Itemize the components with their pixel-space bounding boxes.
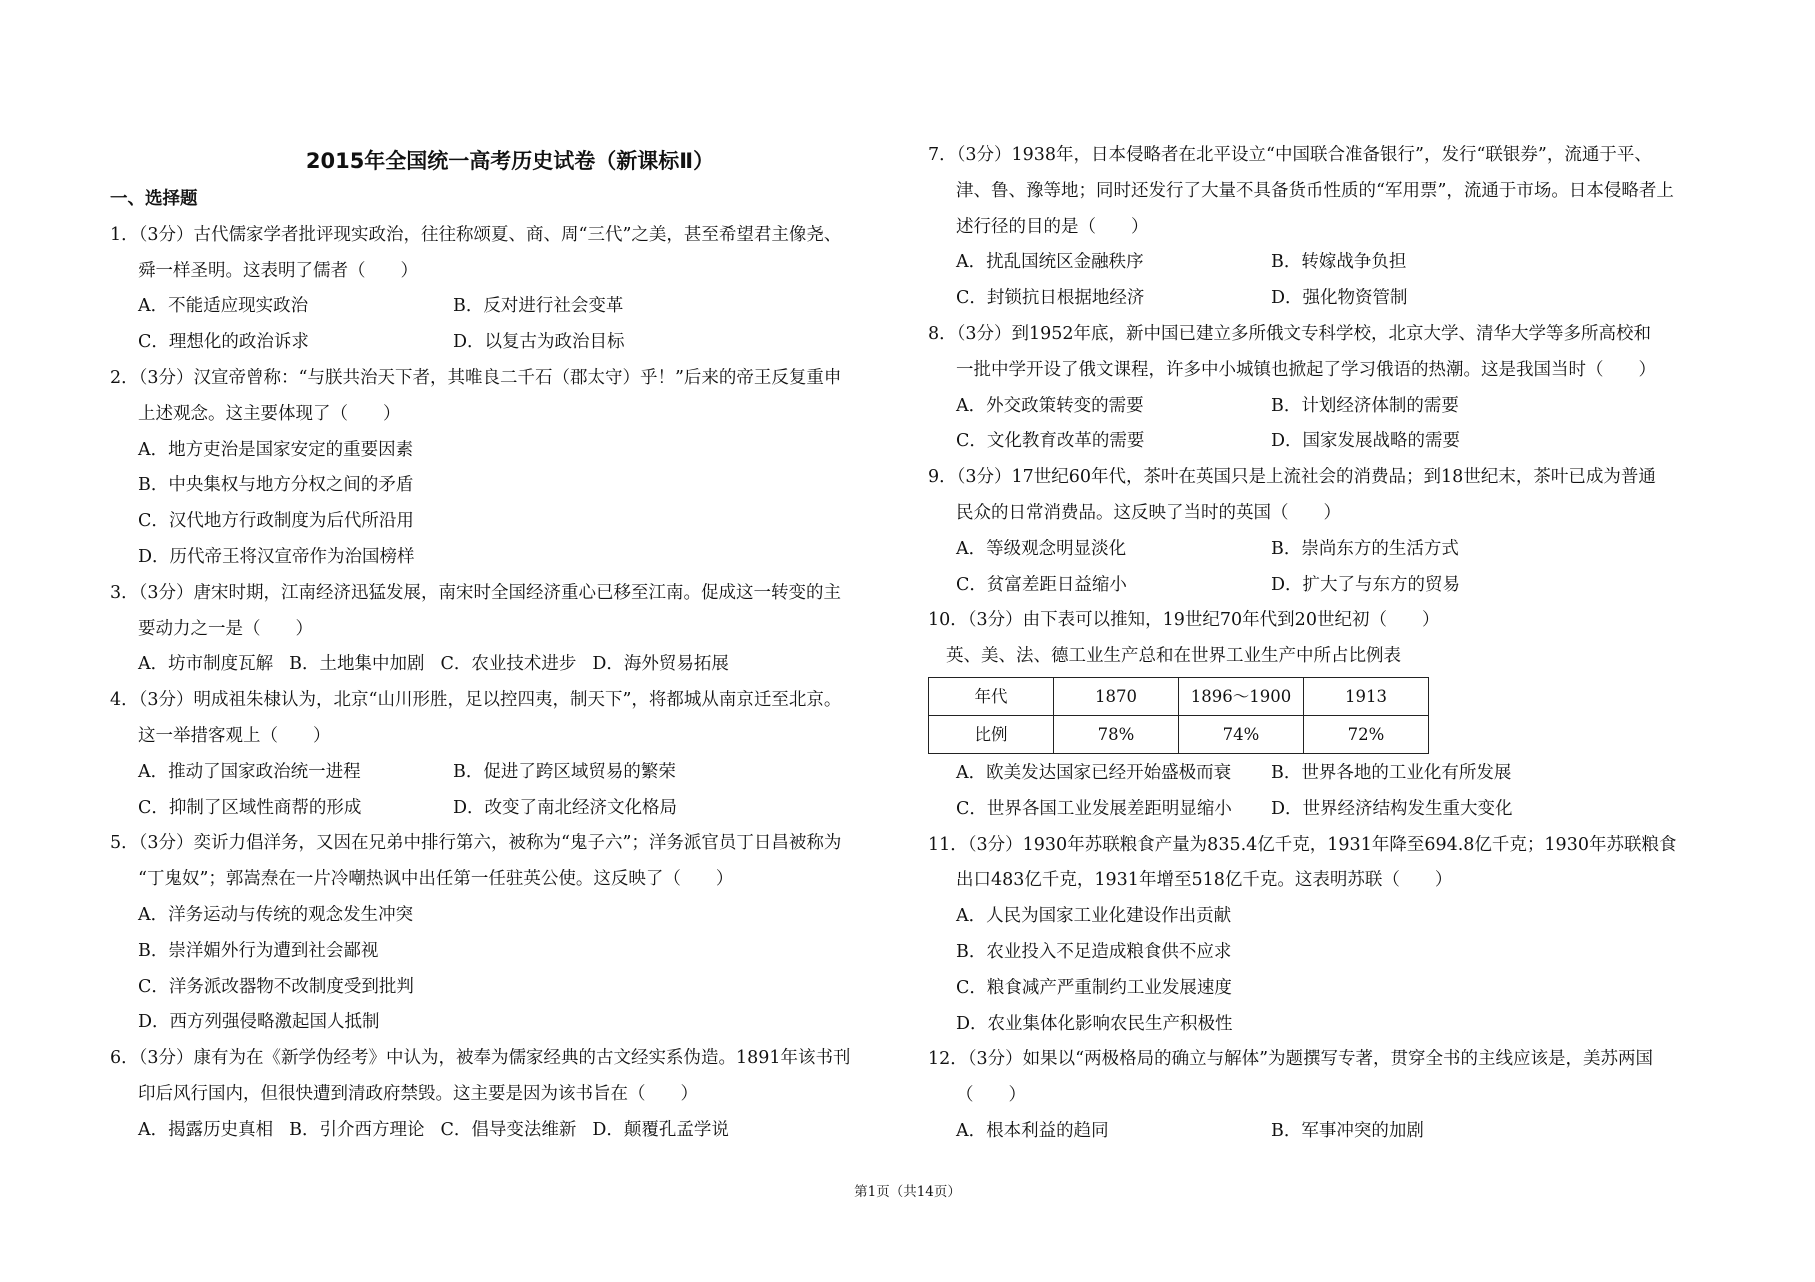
option-c[interactable]: C．世界各国工业发展差距明显缩小 — [956, 798, 1232, 819]
option-a[interactable]: A．根本利益的趋同 — [956, 1120, 1109, 1141]
page-title: 2015年全国统一高考历史试卷（新课标Ⅱ） — [305, 149, 715, 173]
option-b[interactable]: B．军事冲突的加剧 — [1271, 1120, 1424, 1141]
section-heading: 一、选择题 — [110, 189, 198, 209]
question-stem: 3．（3分）唐宋时期，江南经济迅猛发展，南宋时全国经济重心已移至江南。促成这一转变的主 — [110, 582, 842, 603]
option-row — [138, 755, 910, 791]
option-a[interactable]: A．人民为国家工业化建设作出贡献 — [956, 906, 1232, 927]
question-10 — [928, 603, 1718, 827]
option-d[interactable]: D．以复古为政治目标 — [453, 332, 625, 353]
question-item — [110, 218, 910, 361]
question-stem-continued: 一批中学开设了俄文课程，许多中小城镇也掀起了学习俄语的热潮。这是我国当时（ ） — [956, 359, 1656, 380]
question-stem-continued: 出口483亿千克，1931年增至518亿千克。这表明苏联（ ） — [956, 870, 1453, 891]
question-stem: 9．（3分）17世纪60年代，茶叶在英国只是上流社会的消费品；到18世纪末，茶叶已成为普通 — [928, 467, 1656, 488]
table-cell: 78% — [1054, 715, 1179, 753]
left-column — [110, 140, 910, 1149]
page-footer: 第1页（共14页） — [854, 1184, 961, 1200]
option-a[interactable]: A．揭露历史真相 — [138, 1119, 274, 1140]
option-group — [928, 1114, 1718, 1150]
option-c[interactable]: C．贫富差距日益缩小 — [956, 574, 1127, 595]
option-row — [138, 1113, 910, 1149]
question-stem: 1．（3分）古代儒家学者批评现实政治，往往称颂夏、商、周“三代”之美，甚至希望君主像尧、 — [110, 224, 842, 245]
option-group — [110, 755, 910, 827]
question-stem: 4．（3分）明成祖朱棣认为，北京“山川形胜，足以控四夷，制天下”，将都城从南京迁至北京。 — [110, 690, 842, 711]
table-row — [929, 715, 1429, 753]
option-group — [928, 245, 1718, 317]
option-a[interactable]: A．等级观念明显淡化 — [956, 538, 1127, 559]
question-stem: 12．（3分）如果以“两极格局的确立与解体”为题撰写专著，贯穿全书的主线应该是，美苏两国 — [928, 1049, 1654, 1070]
question-item — [928, 138, 1718, 317]
ratio-table — [928, 677, 1429, 754]
question-item — [928, 317, 1718, 460]
question-stem-continued: 舜一样圣明。这表明了儒者（ ） — [138, 260, 418, 281]
option-c[interactable]: C．理想化的政治诉求 — [138, 332, 309, 353]
option-c[interactable]: C．汉代地方行政制度为后代所沿用 — [138, 511, 414, 532]
question-stem-continued: 要动力之一是（ ） — [138, 618, 313, 639]
table-row — [929, 677, 1429, 715]
question-stem: 8．（3分）到1952年底，新中国已建立多所俄文专科学校，北京大学、清华大学等多所高校和 — [928, 323, 1652, 344]
option-group — [928, 899, 1718, 1042]
option-row — [956, 1114, 1718, 1150]
option-d[interactable]: D．扩大了与东方的贸易 — [1271, 574, 1461, 595]
question-stem-continued: 民众的日常消费品。这反映了当时的英国（ ） — [956, 502, 1341, 523]
question-11 — [928, 828, 1718, 1043]
option-b[interactable]: B．中央集权与地方分权之间的矛盾 — [138, 475, 414, 496]
option-group — [110, 1113, 910, 1149]
option-row — [956, 532, 1718, 568]
option-a[interactable]: A．欧美发达国家已经开始盛极而衰 — [956, 762, 1232, 783]
option-b[interactable]: B．引介西方理论 — [289, 1119, 425, 1140]
question-stem-continued: 津、鲁、豫等地；同时还发行了大量不具备货币性质的“军用票”，流通于市场。日本侵略者上 — [956, 180, 1674, 201]
right-question-list — [928, 138, 1718, 603]
option-group — [928, 389, 1718, 461]
question-stem-continued: （ ） — [956, 1085, 1026, 1106]
option-row — [138, 325, 910, 361]
option-d[interactable]: D．西方列强侵略激起国人抵制 — [138, 1012, 380, 1033]
option-a[interactable]: A．坊市制度瓦解 — [138, 654, 274, 675]
option-d[interactable]: D．历代帝王将汉宣帝作为治国榜样 — [138, 546, 415, 567]
option-row — [956, 756, 1718, 792]
question-stem-continued: 印后风行国内，但很快遭到清政府禁毁。这主要是因为该书旨在（ ） — [138, 1083, 698, 1104]
option-c[interactable]: C．洋务派改器物不改制度受到批判 — [138, 976, 414, 997]
option-c[interactable]: C．文化教育改革的需要 — [956, 431, 1145, 452]
option-a[interactable]: A．推动了国家政治统一进程 — [138, 761, 361, 782]
question-item — [110, 361, 910, 576]
option-b[interactable]: B．计划经济体制的需要 — [1271, 395, 1459, 416]
question-stem-continued: “丁鬼奴”；郭嵩焘在一片冷嘲热讽中出任第一任驻英公使。这反映了（ ） — [138, 869, 734, 890]
option-c[interactable]: C．农业技术进步 — [440, 654, 577, 675]
option-row — [956, 792, 1718, 828]
question-stem: 7．（3分）1938年，日本侵略者在北平设立“中国联合准备银行”，发行“联银券”，流通于平、 — [928, 145, 1652, 165]
option-a[interactable]: A．不能适应现实政治 — [138, 296, 309, 317]
option-c[interactable]: C．粮食减产严重制约工业发展速度 — [956, 977, 1232, 998]
question-item — [928, 460, 1718, 603]
option-b[interactable]: B．促进了跨区域贸易的繁荣 — [453, 761, 676, 782]
question-stem: 11．（3分）1930年苏联粮食产量为835.4亿千克，1931年降至694.8亿千克；1930年苏联粮食 — [928, 834, 1677, 855]
question-item — [110, 683, 910, 826]
option-row — [956, 389, 1718, 425]
option-d[interactable]: D．世界经济结构发生重大变化 — [1271, 798, 1513, 819]
option-a[interactable]: A．洋务运动与传统的观念发生冲突 — [138, 904, 414, 925]
table-caption: 英、美、法、德工业生产总和在世界工业生产中所占比例表 — [946, 646, 1401, 667]
option-c[interactable]: C．抑制了区域性商帮的形成 — [138, 797, 362, 818]
option-d[interactable]: D．海外贸易拓展 — [592, 654, 729, 675]
question-stem: 10．（3分）由下表可以推知，19世纪70年代到20世纪初（ ） — [928, 610, 1440, 631]
option-group — [110, 647, 910, 683]
option-row — [956, 245, 1718, 281]
option-d[interactable]: D．强化物资管制 — [1271, 288, 1408, 309]
question-stem: 6．（3分）康有为在《新学伪经考》中认为，被奉为儒家经典的古文经实系伪造。1891年该书刊 — [110, 1048, 851, 1069]
option-a[interactable]: A．扰乱国统区金融秩序 — [956, 252, 1144, 273]
left-question-list — [110, 218, 910, 1149]
option-a[interactable]: A．外交政策转变的需要 — [956, 395, 1144, 416]
table-cell: 74% — [1179, 715, 1304, 753]
option-group — [110, 898, 910, 1041]
option-a[interactable]: A．地方吏治是国家安定的重要因素 — [138, 439, 414, 460]
option-group — [928, 532, 1718, 604]
table-cell: 1913 — [1304, 677, 1429, 715]
question-stem: 5．（3分）奕䜣力倡洋务，又因在兄弟中排行第六，被称为“鬼子六”；洋务派官员丁日昌被称为 — [110, 833, 842, 854]
option-c[interactable]: C．倡导变法维新 — [440, 1119, 577, 1140]
option-d[interactable]: D．颠覆孔孟学说 — [592, 1119, 729, 1140]
option-group — [110, 433, 910, 576]
option-b[interactable]: B．土地集中加剧 — [289, 654, 425, 675]
table-cell: 72% — [1304, 715, 1429, 753]
table-cell: 1896～1900 — [1179, 677, 1304, 715]
question-item — [110, 826, 910, 1041]
question-stem: 2．（3分）汉宣帝曾称：“与朕共治天下者，其唯良二千石（郡太守）乎！”后来的帝王反复重申 — [110, 367, 842, 388]
option-d[interactable]: D．农业集体化影响农民生产积极性 — [956, 1013, 1233, 1034]
option-row — [956, 568, 1718, 604]
right-column — [928, 138, 1718, 1150]
option-b[interactable]: B．转嫁战争负担 — [1271, 252, 1407, 273]
option-b[interactable]: B．崇洋媚外行为遭到社会鄙视 — [138, 940, 379, 961]
option-c[interactable]: C．封锁抗日根据地经济 — [956, 288, 1145, 309]
option-row — [956, 281, 1718, 317]
question-stem-continued: 上述观念。这主要体现了（ ） — [138, 403, 401, 424]
option-group — [110, 289, 910, 361]
option-row — [956, 424, 1718, 460]
option-b[interactable]: B．崇尚东方的生活方式 — [1271, 538, 1459, 559]
option-b[interactable]: B．反对进行社会变革 — [453, 296, 624, 317]
table-cell: 年代 — [929, 677, 1054, 715]
question-item — [110, 1041, 910, 1148]
option-b[interactable]: B．农业投入不足造成粮食供不应求 — [956, 941, 1232, 962]
option-row — [138, 791, 910, 827]
table-cell: 比例 — [929, 715, 1054, 753]
option-row — [138, 289, 910, 325]
option-d[interactable]: D．改变了南北经济文化格局 — [453, 797, 678, 818]
option-group — [928, 756, 1718, 828]
question-item — [110, 576, 910, 683]
table-cell: 1870 — [1054, 677, 1179, 715]
option-b[interactable]: B．世界各地的工业化有所发展 — [1271, 762, 1512, 783]
question-12 — [928, 1042, 1718, 1149]
option-row — [138, 647, 910, 683]
question-stem-continued: 这一举措客观上（ ） — [138, 725, 331, 746]
option-d[interactable]: D．国家发展战略的需要 — [1271, 431, 1461, 452]
question-stem-continued: 述行径的目的是（ ） — [956, 216, 1149, 237]
